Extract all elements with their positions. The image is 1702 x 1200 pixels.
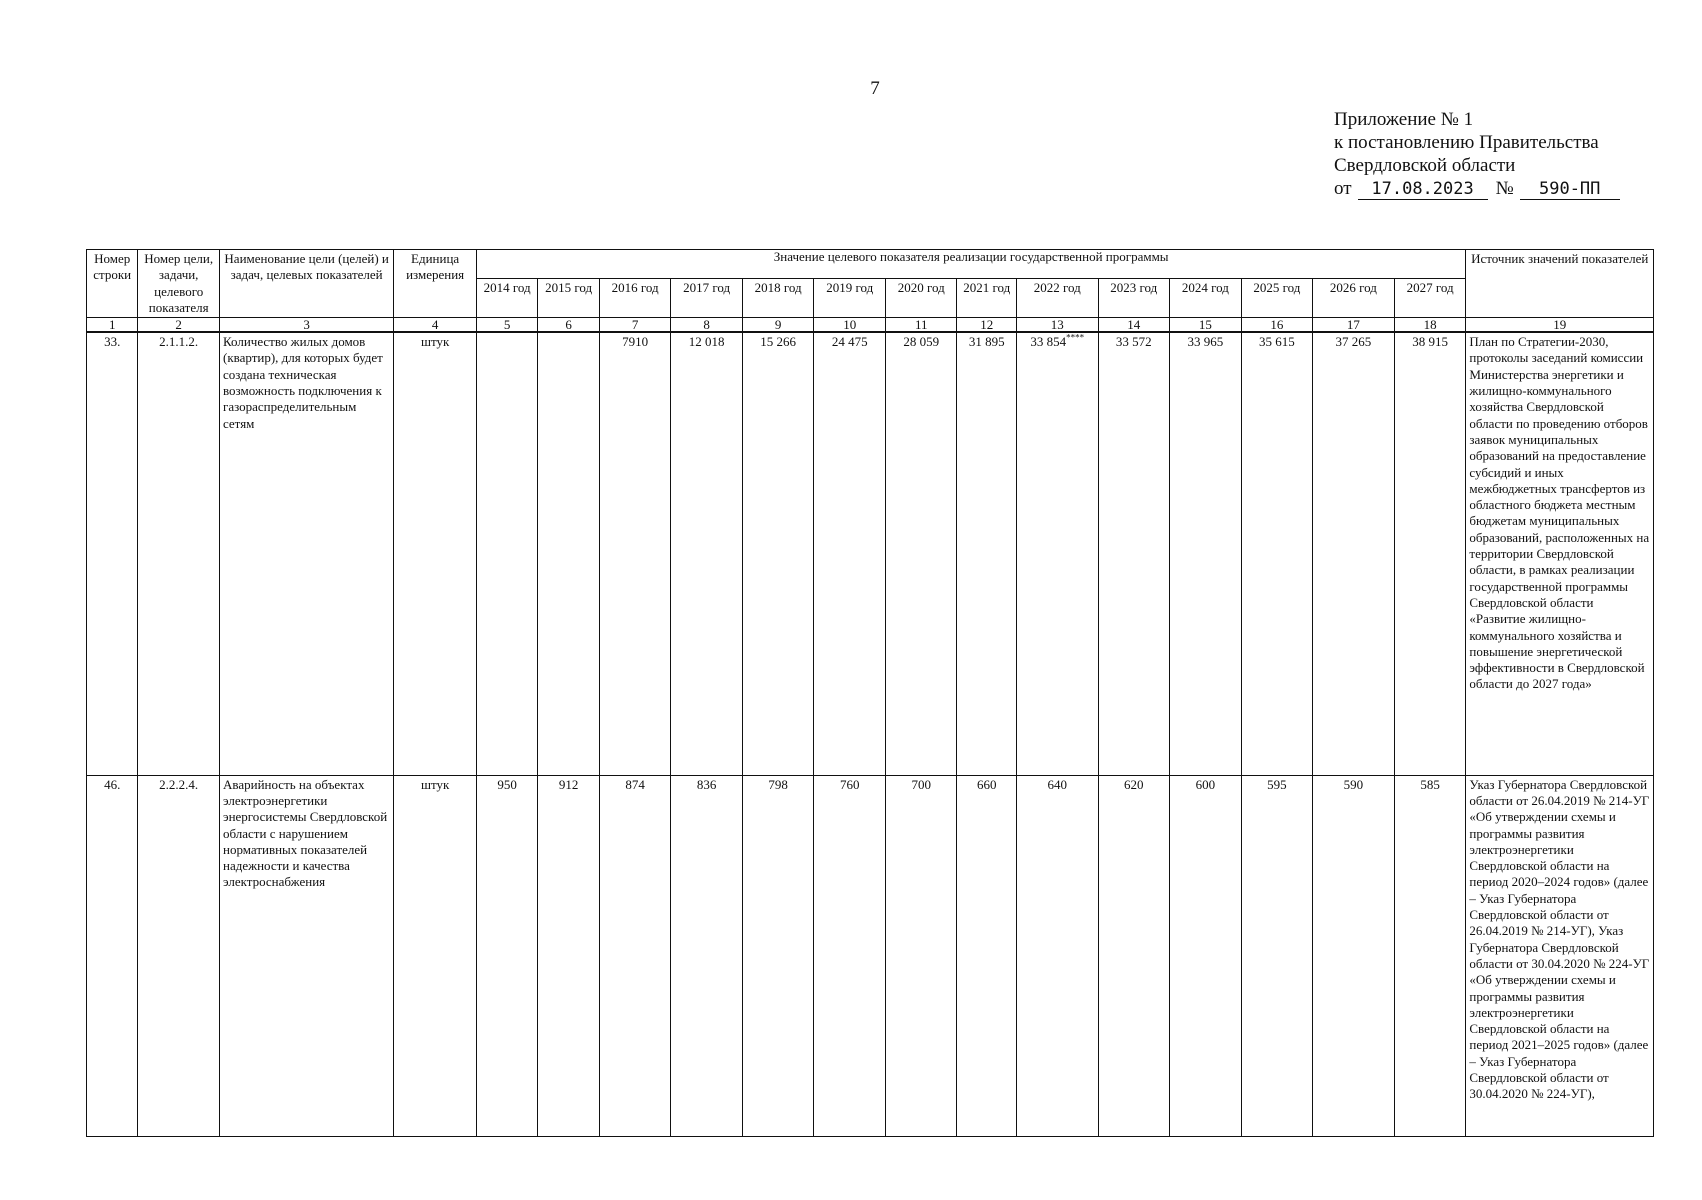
value-2024: 33 965 xyxy=(1170,332,1242,775)
header-year-2017: 2017 год xyxy=(671,278,743,318)
column-number: 3 xyxy=(219,318,393,333)
header-year-2018: 2018 год xyxy=(742,278,814,318)
appendix-decree: к постановлению Правительства xyxy=(1334,132,1599,153)
footnote-marker: **** xyxy=(1066,332,1085,343)
column-number: 16 xyxy=(1241,318,1313,333)
column-number: 7 xyxy=(599,318,671,333)
value-2025: 595 xyxy=(1241,775,1313,1136)
value-2019: 760 xyxy=(814,775,886,1136)
decree-number: 590-ПП xyxy=(1520,180,1620,200)
column-number: 1 xyxy=(87,318,138,333)
header-year-2016: 2016 год xyxy=(599,278,671,318)
row-number: 33. xyxy=(87,332,138,775)
value-2025: 35 615 xyxy=(1241,332,1313,775)
header-row-number: Номер строки xyxy=(87,250,138,318)
column-number: 6 xyxy=(538,318,599,333)
page-number: 7 xyxy=(870,78,880,99)
table-row xyxy=(87,775,1654,1136)
appendix-region: Свердловской области xyxy=(1334,155,1516,176)
column-number: 15 xyxy=(1170,318,1242,333)
value-2027: 585 xyxy=(1394,775,1466,1136)
column-number: 9 xyxy=(742,318,814,333)
decree-date: 17.08.2023 xyxy=(1358,180,1488,200)
value-2023: 33 572 xyxy=(1098,332,1170,775)
appendix-header xyxy=(1334,108,1620,200)
header-values-group: Значение целевого показателя реализации государственной программы xyxy=(476,250,1465,279)
indicator-source: Указ Губернатора Свердловской области от 26.04.2019 № 214-УГ «Об утверждении схемы и программы развития электроэнергетики Свердловской области на период 2020–2024 годов» (далее – Указ Губернатора Свердловской области от 26.04.2019 № 214-УГ), Указ Губернатора Свердловской области от 30.04.2020 № 224-УГ «Об утверждении схемы и программы развития электроэнергетики Свердловской области на период 2021–2025 годов» (далее – Указ Губернатора Свердловской области от 30.04.2020 № 224-УГ), xyxy=(1466,775,1654,1136)
column-number: 8 xyxy=(671,318,743,333)
value-2020: 28 059 xyxy=(885,332,957,775)
appendix-date-line xyxy=(1334,177,1620,200)
indicator-name: Количество жилых домов (квартир), для которых будет создана техническая возможность подключения к газораспределительным сетям xyxy=(219,332,393,775)
column-number: 12 xyxy=(957,318,1016,333)
value-2021: 660 xyxy=(957,775,1016,1136)
number-prefix: № xyxy=(1495,178,1514,199)
value-2019: 24 475 xyxy=(814,332,886,775)
unit: штук xyxy=(394,332,477,775)
header-year-2024: 2024 год xyxy=(1170,278,1242,318)
column-number: 19 xyxy=(1466,318,1654,333)
header-year-2019: 2019 год xyxy=(814,278,886,318)
header-year-2020: 2020 год xyxy=(885,278,957,318)
column-number: 18 xyxy=(1394,318,1466,333)
unit: штук xyxy=(394,775,477,1136)
header-unit: Единица измерения xyxy=(394,250,477,318)
header-year-2022: 2022 год xyxy=(1016,278,1098,318)
value-2022: 640 xyxy=(1016,775,1098,1136)
header-year-2026: 2026 год xyxy=(1313,278,1395,318)
goal-number: 2.1.1.2. xyxy=(138,332,220,775)
value-2021: 31 895 xyxy=(957,332,1016,775)
header-year-2025: 2025 год xyxy=(1241,278,1313,318)
column-number: 11 xyxy=(885,318,957,333)
column-numbers-row xyxy=(87,318,1654,333)
header-year-2015: 2015 год xyxy=(538,278,599,318)
value-2020: 700 xyxy=(885,775,957,1136)
value-2015: 912 xyxy=(538,775,599,1136)
header-year-2027: 2027 год xyxy=(1394,278,1466,318)
header-source: Источник значений показателей xyxy=(1466,250,1654,318)
column-number: 4 xyxy=(394,318,477,333)
column-number: 10 xyxy=(814,318,886,333)
value-2014: 950 xyxy=(476,775,537,1136)
table-row xyxy=(87,332,1654,775)
indicator-source: План по Стратегии-2030, протоколы заседаний комиссии Министерства энергетики и жилищно-коммунального хозяйства Свердловской области по проведению отборов заявок муниципальных образований на предоставление субсидий и иных межбюджетных трансфертов из областного бюджета местным бюджетам муниципальных образований, расположенных на территории Свердловской области, в рамках реализации государственной программы Свердловской области «Развитие жилищно-коммунального хозяйства и повышение энергетической эффективности в Свердловской области до 2027 года» xyxy=(1466,332,1654,775)
appendix-title: Приложение № 1 xyxy=(1334,109,1474,130)
value-2026: 37 265 xyxy=(1313,332,1395,775)
indicator-name: Аварийность на объектах электроэнергетики энергосистемы Свердловской области с нарушением нормативных показателей надежности и качества электроснабжения xyxy=(219,775,393,1136)
row-number: 46. xyxy=(87,775,138,1136)
value-2016: 7910 xyxy=(599,332,671,775)
value-2014 xyxy=(476,332,537,775)
header-year-2023: 2023 год xyxy=(1098,278,1170,318)
value-2018: 15 266 xyxy=(742,332,814,775)
value-2027: 38 915 xyxy=(1394,332,1466,775)
value-2024: 600 xyxy=(1170,775,1242,1136)
header-goal-number: Номер цели, задачи, целевого показателя xyxy=(138,250,220,318)
value-2026: 590 xyxy=(1313,775,1395,1136)
header-year-2021: 2021 год xyxy=(957,278,1016,318)
column-number: 5 xyxy=(476,318,537,333)
date-prefix: от xyxy=(1334,178,1352,199)
target-indicators-table xyxy=(86,249,1654,1137)
header-row-1 xyxy=(87,250,1654,279)
header-goal-name: Наименование цели (целей) и задач, целевых показателей xyxy=(219,250,393,318)
value-2023: 620 xyxy=(1098,775,1170,1136)
value-2015 xyxy=(538,332,599,775)
value-2022-cell xyxy=(1016,332,1098,775)
column-number: 17 xyxy=(1313,318,1395,333)
value-2022: 33 854 xyxy=(1030,334,1067,350)
header-year-2014: 2014 год xyxy=(476,278,537,318)
goal-number: 2.2.2.4. xyxy=(138,775,220,1136)
value-2017: 12 018 xyxy=(671,332,743,775)
column-number: 2 xyxy=(138,318,220,333)
column-number: 13 xyxy=(1016,318,1098,333)
column-number: 14 xyxy=(1098,318,1170,333)
value-2017: 836 xyxy=(671,775,743,1136)
value-2016: 874 xyxy=(599,775,671,1136)
value-2018: 798 xyxy=(742,775,814,1136)
